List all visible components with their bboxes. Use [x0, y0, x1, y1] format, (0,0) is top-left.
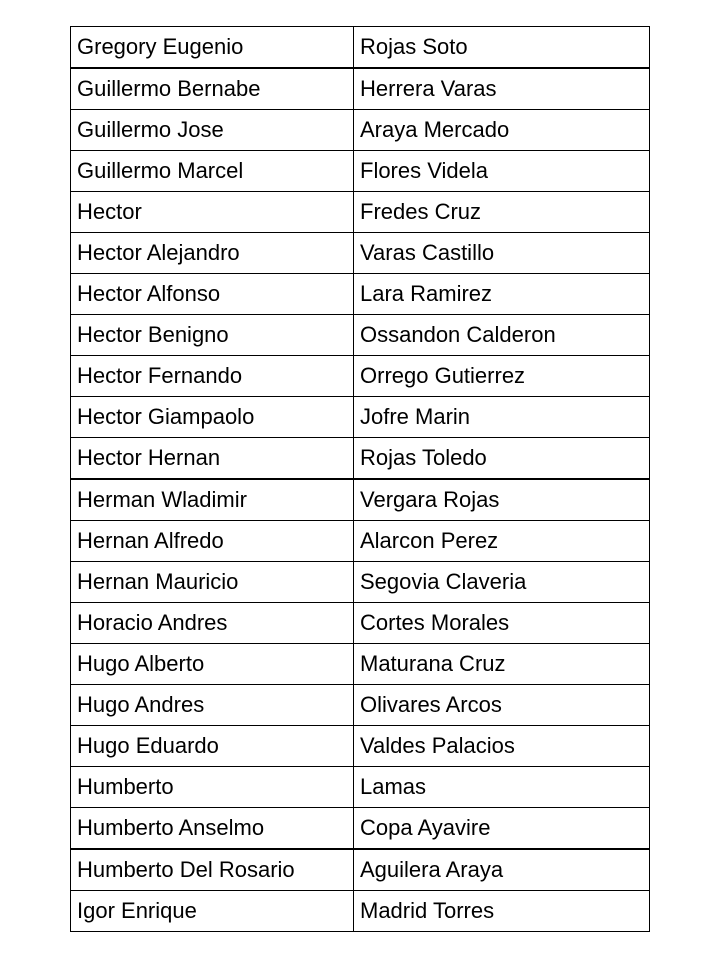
- table-row: [71, 726, 650, 767]
- first-name-cell: Hector Alejandro: [71, 233, 354, 274]
- last-name-cell: Maturana Cruz: [354, 644, 650, 685]
- first-name-cell: Hector Benigno: [71, 315, 354, 356]
- first-name-cell: Guillermo Bernabe: [71, 68, 354, 110]
- names-table-body: [71, 27, 650, 932]
- last-name-cell: Olivares Arcos: [354, 685, 650, 726]
- first-name-cell: Hector Giampaolo: [71, 397, 354, 438]
- last-name-cell: Lamas: [354, 767, 650, 808]
- last-name-cell: Fredes Cruz: [354, 192, 650, 233]
- table-row: [71, 603, 650, 644]
- first-name-cell: Hugo Eduardo: [71, 726, 354, 767]
- last-name-cell: Cortes Morales: [354, 603, 650, 644]
- table-row: [71, 151, 650, 192]
- last-name-cell: Alarcon Perez: [354, 521, 650, 562]
- table-row: [71, 27, 650, 69]
- first-name-cell: Hector Fernando: [71, 356, 354, 397]
- names-table: [70, 26, 650, 932]
- first-name-cell: Horacio Andres: [71, 603, 354, 644]
- last-name-cell: Segovia Claveria: [354, 562, 650, 603]
- first-name-cell: Hector Alfonso: [71, 274, 354, 315]
- first-name-cell: Humberto: [71, 767, 354, 808]
- table-row: [71, 891, 650, 932]
- first-name-cell: Hernan Mauricio: [71, 562, 354, 603]
- last-name-cell: Vergara Rojas: [354, 479, 650, 521]
- first-name-cell: Hector: [71, 192, 354, 233]
- table-row: [71, 110, 650, 151]
- table-row: [71, 644, 650, 685]
- last-name-cell: Valdes Palacios: [354, 726, 650, 767]
- last-name-cell: Ossandon Calderon: [354, 315, 650, 356]
- last-name-cell: Jofre Marin: [354, 397, 650, 438]
- last-name-cell: Rojas Toledo: [354, 438, 650, 480]
- first-name-cell: Igor Enrique: [71, 891, 354, 932]
- last-name-cell: Varas Castillo: [354, 233, 650, 274]
- first-name-cell: Hernan Alfredo: [71, 521, 354, 562]
- table-row: [71, 397, 650, 438]
- first-name-cell: Hugo Alberto: [71, 644, 354, 685]
- first-name-cell: Humberto Del Rosario: [71, 849, 354, 891]
- table-row: [71, 808, 650, 850]
- first-name-cell: Humberto Anselmo: [71, 808, 354, 850]
- table-row: [71, 192, 650, 233]
- last-name-cell: Lara Ramirez: [354, 274, 650, 315]
- table-row: [71, 233, 650, 274]
- first-name-cell: Gregory Eugenio: [71, 27, 354, 69]
- first-name-cell: Hugo Andres: [71, 685, 354, 726]
- first-name-cell: Guillermo Jose: [71, 110, 354, 151]
- last-name-cell: Flores Videla: [354, 151, 650, 192]
- table-row: [71, 68, 650, 110]
- table-row: [71, 685, 650, 726]
- table-row: [71, 274, 650, 315]
- last-name-cell: Copa Ayavire: [354, 808, 650, 850]
- last-name-cell: Madrid Torres: [354, 891, 650, 932]
- last-name-cell: Aguilera Araya: [354, 849, 650, 891]
- table-row: [71, 479, 650, 521]
- table-row: [71, 562, 650, 603]
- table-row: [71, 315, 650, 356]
- last-name-cell: Rojas Soto: [354, 27, 650, 69]
- table-row: [71, 438, 650, 480]
- table-row: [71, 767, 650, 808]
- table-row: [71, 521, 650, 562]
- first-name-cell: Guillermo Marcel: [71, 151, 354, 192]
- last-name-cell: Herrera Varas: [354, 68, 650, 110]
- first-name-cell: Herman Wladimir: [71, 479, 354, 521]
- first-name-cell: Hector Hernan: [71, 438, 354, 480]
- table-row: [71, 849, 650, 891]
- table-row: [71, 356, 650, 397]
- last-name-cell: Orrego Gutierrez: [354, 356, 650, 397]
- last-name-cell: Araya Mercado: [354, 110, 650, 151]
